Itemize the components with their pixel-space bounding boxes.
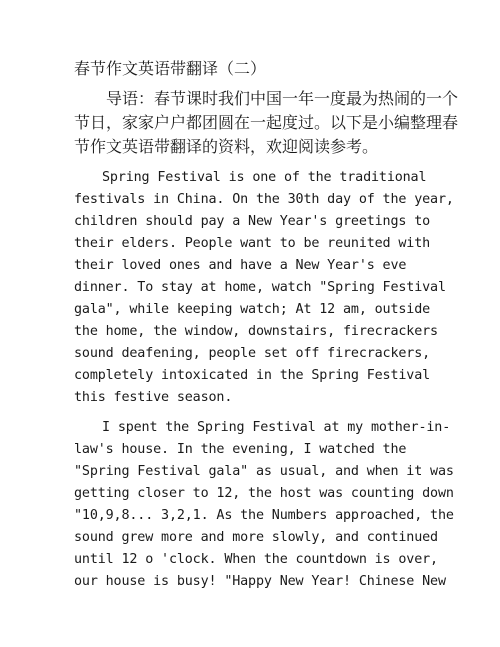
text-line: "10,9,8... 3,2,1. As the Numbers approached, the: [74, 508, 454, 523]
text-line: their loved ones and have a New Year's eve: [74, 258, 407, 273]
intro-line: 导语：春节课时我们中国一年一度最为热闹的一个: [106, 89, 459, 108]
intro-line: 节日，家家户户都团圆在一起度过。以下是小编整理春: [74, 113, 459, 132]
english-paragraph-2: [74, 417, 454, 593]
text-line: dinner. To stay at home, watch "Spring Festival: [74, 280, 446, 295]
text-line: "Spring Festival gala" as usual, and when it was: [74, 464, 454, 479]
text-line: Spring Festival is one of the traditional: [102, 170, 427, 185]
intro-line: 节作文英语带翻译的资料，欢迎阅读参考。: [74, 137, 379, 156]
document-title: 春节作文英语带翻译（二）: [74, 59, 267, 78]
text-line: until 12 o 'clock. When the countdown is over,: [74, 552, 438, 567]
text-line: gala", while keeping watch; At 12 am, outside: [74, 302, 431, 317]
english-paragraph-1: [74, 167, 454, 409]
text-line: sound deafening, people set off firecrackers,: [74, 346, 431, 361]
text-line: festivals in China. On the 30th day of the year,: [74, 192, 454, 207]
text-line: completely intoxicated in the Spring Festival: [74, 368, 431, 383]
text-line: our house is busy! "Happy New Year! Chinese New: [74, 574, 446, 589]
text-line: law's house. In the evening, I watched the: [74, 442, 407, 457]
text-line: children should pay a New Year's greetings to: [74, 214, 431, 229]
text-line: this festive season.: [74, 390, 233, 405]
intro-paragraph: [74, 87, 459, 159]
text-line: sound grew more and more slowly, and continued: [74, 530, 438, 545]
text-line: I spent the Spring Festival at my mother-in-: [102, 420, 451, 435]
text-line: the home, the window, downstairs, firecrackers: [74, 324, 438, 339]
text-line: getting closer to 12, the host was counting down: [74, 486, 454, 501]
text-line: their elders. People want to be reunited with: [74, 236, 431, 251]
